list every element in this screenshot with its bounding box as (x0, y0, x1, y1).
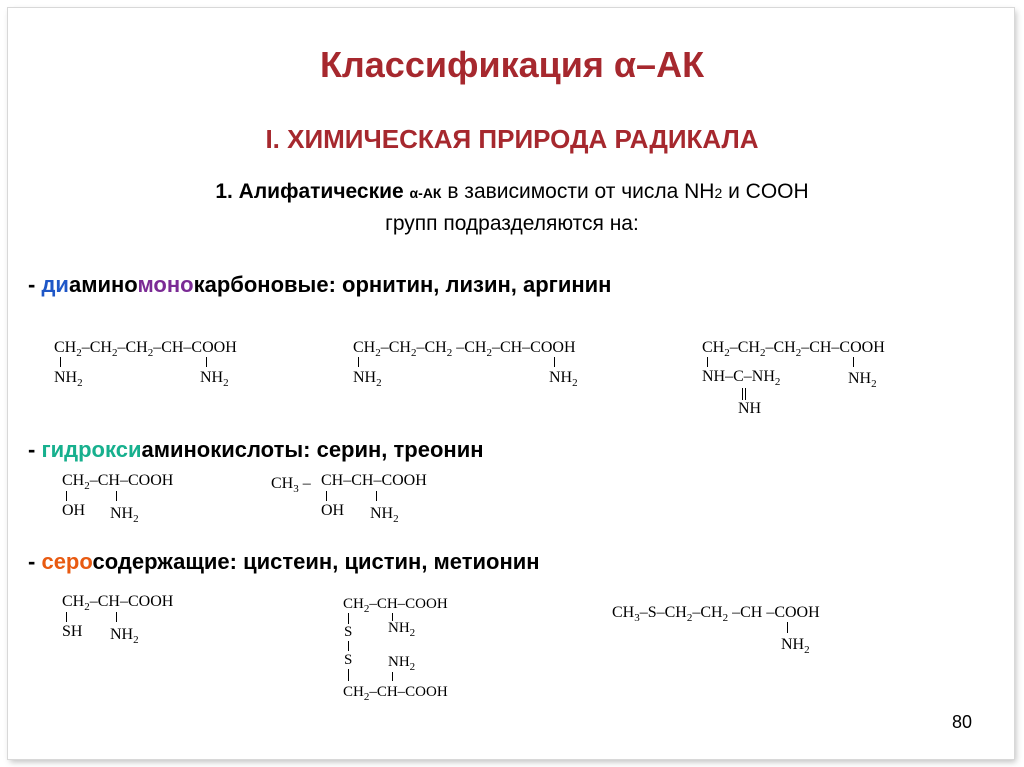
bond-line (707, 357, 708, 367)
cystine-bottom: $CH_2-CH$–COOH (343, 684, 448, 703)
threonine-formula: CH–CH–COOH (321, 472, 427, 489)
methionine-nh2: $NH_2$ (781, 636, 810, 657)
prefix-di: ди (41, 272, 69, 297)
arginine-guanidino: $NH-C-NH_2$ (702, 368, 781, 389)
cysteine-sh: SH (62, 623, 83, 640)
cystine-nh2-bottom: $NH_2$ (388, 654, 416, 673)
category-examples: аминокислоты: серин, треонин (141, 437, 484, 462)
category-examples: содержащие: цистеин, цистин, метионин (92, 549, 540, 574)
intro-alpha: α-АК (409, 185, 442, 201)
bond-line (206, 357, 207, 367)
category-diaminomonocarbonic (28, 272, 611, 298)
prefix-hydroxy: гидрокси (41, 437, 142, 462)
lysine-nh2-left: $NH_2$ (353, 369, 382, 390)
category-dash: - (28, 437, 42, 462)
prefix-mono: моно (137, 272, 194, 297)
category-examples: : орнитин, лизин, аргинин (328, 272, 612, 297)
bond-line (66, 491, 67, 501)
category-dash: - (28, 549, 42, 574)
arginine-formula: $CH_2-CH_2-CH_2-CH$–COOH (702, 339, 885, 360)
bond-line (116, 612, 117, 622)
bond-line (66, 612, 67, 622)
bond-line (326, 491, 327, 501)
lysine-nh2-right: $NH_2$ (549, 369, 578, 390)
threonine-nh2: $NH_2$ (370, 505, 399, 526)
arginine-nh: NH (738, 400, 762, 417)
bond-line (358, 357, 359, 367)
intro-text: в зависимости от числа NH (441, 180, 715, 203)
word-carbonic: карбоновые (193, 272, 329, 297)
intro-number: 1. Алифатические (215, 180, 410, 203)
ornithine-nh2-left: $NH_2$ (54, 369, 83, 390)
bond-line (787, 622, 788, 633)
intro-subscript: 2 (714, 185, 723, 201)
cystine-nh2-top: $NH_2$ (388, 620, 416, 639)
bond-line (348, 641, 349, 651)
cystine-s2: S (344, 652, 353, 668)
section-heading: I. ХИМИЧЕСКАЯ ПРИРОДА РАДИКАЛА (265, 124, 759, 154)
intro-line-2: групп подразделяются на: (385, 212, 639, 235)
bond-line (348, 613, 349, 624)
cysteine-nh2: $NH_2$ (110, 626, 139, 647)
serine-formula: $CH_2-CH$–COOH (62, 472, 174, 493)
serine-oh: OH (62, 502, 86, 519)
word-amino: амино (68, 272, 138, 297)
intro-text-2: и COOH (722, 180, 809, 203)
methionine-formula: $CH_3-S-CH_2-CH_2$ –CH –COOH (612, 604, 820, 625)
bond-line (392, 672, 393, 681)
bond-line (853, 357, 854, 367)
lysine-formula: $CH_2-CH_2-CH_2$ $-CH_2-CH$–COOH (353, 339, 576, 360)
bond-line (116, 491, 117, 501)
ornithine-nh2-right: $NH_2$ (200, 369, 229, 390)
prefix-sulfur: серо (41, 549, 93, 574)
category-sulfur (28, 549, 540, 575)
bond-line (376, 491, 377, 501)
category-dash: - (28, 272, 42, 297)
threonine-ch3: $CH_3$ – (271, 475, 311, 496)
bond-line (348, 669, 349, 681)
cystine-top: $CH_2-CH$–COOH (343, 596, 448, 615)
bond-line (60, 357, 61, 367)
threonine-oh: OH (321, 502, 345, 519)
page-number: 80 (951, 712, 972, 732)
serine-nh2: $NH_2$ (110, 505, 139, 526)
intro-line-1 (0, 180, 1024, 204)
cystine-s1: S (344, 624, 353, 640)
category-hydroxy (28, 437, 484, 463)
cysteine-formula: $CH_2-CH$–COOH (62, 593, 174, 614)
slide-title: Классификация α–АК (319, 44, 705, 85)
double-bond (742, 388, 746, 400)
bond-line (554, 357, 555, 367)
arginine-nh2: $NH_2$ (848, 370, 877, 391)
ornithine-formula: $CH_2-CH_2-CH_2-CH$–COOH (54, 339, 237, 360)
